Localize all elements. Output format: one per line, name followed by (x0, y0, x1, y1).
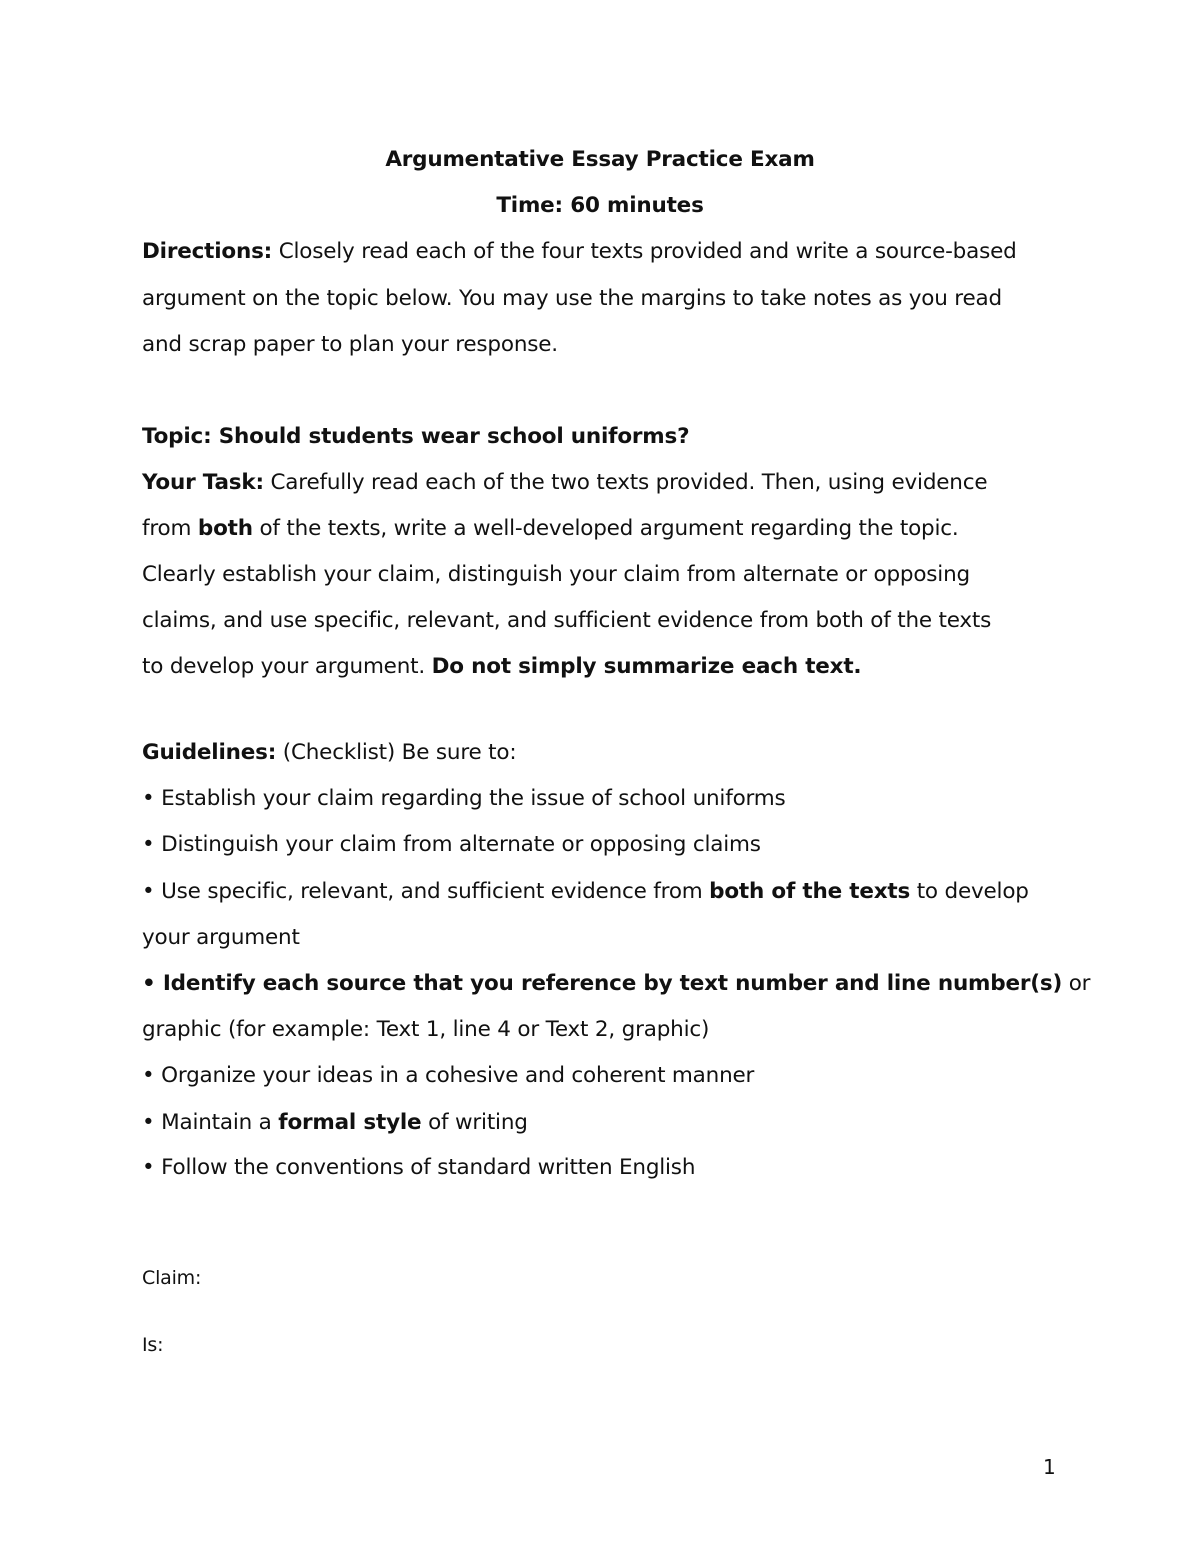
is-label: Is: (142, 1334, 164, 1356)
guideline-item-6a: • Maintain a (142, 1110, 279, 1135)
guideline-item-4-line-2: graphic (for example: Text 1, line 4 or Text 2, graphic) (142, 1017, 710, 1042)
guideline-item-6-bold: formal style (278, 1110, 422, 1135)
directions-label: Directions: (142, 239, 273, 264)
task-line-5 (142, 652, 861, 682)
time-limit: Time: 60 minutes (496, 193, 704, 218)
guideline-item-6 (142, 1108, 528, 1138)
task-line-2 (142, 514, 959, 544)
page-number: 1 (1043, 1455, 1056, 1479)
task-text-2-bold: both (197, 516, 253, 541)
guideline-item-3b: to develop (910, 879, 1029, 904)
guideline-item-3-bold: both of the texts (709, 879, 911, 904)
task-line-1 (142, 468, 987, 498)
task-text-2a: from (142, 516, 198, 541)
topic: Topic: Should students wear school uniforms? (142, 424, 690, 449)
guideline-item-3-line-2: your argument (142, 925, 300, 950)
task-label: Your Task: (142, 470, 264, 495)
task-line-3: Clearly establish your claim, distinguish your claim from alternate or opposing (142, 562, 970, 587)
guideline-item-7: • Follow the conventions of standard written English (142, 1155, 696, 1180)
guideline-item-6b: of writing (421, 1110, 528, 1135)
guideline-item-4 (142, 969, 1090, 999)
guideline-item-4-bold: • Identify each source that you reference by text number and line number(s) (142, 971, 1063, 996)
guideline-item-4-post: or (1062, 971, 1091, 996)
claim-label: Claim: (142, 1267, 202, 1289)
directions-line-3: and scrap paper to plan your response. (142, 332, 558, 357)
guideline-item-3a: • Use specific, relevant, and sufficient evidence from (142, 879, 710, 904)
guideline-item-3 (142, 877, 1029, 907)
task-line-4: claims, and use specific, relevant, and sufficient evidence from both of the texts (142, 608, 992, 633)
task-text-5-bold: Do not simply summarize each text. (431, 654, 862, 679)
guideline-item-1: • Establish your claim regarding the issue of school uniforms (142, 786, 786, 811)
task-text-5a: to develop your argument. (142, 654, 432, 679)
guidelines-heading (142, 738, 516, 768)
task-text-1: Carefully read each of the two texts provided. Then, using evidence (263, 470, 988, 495)
directions-line-2: argument on the topic below. You may use the margins to take notes as you read (142, 286, 1002, 311)
guidelines-intro: (Checklist) Be sure to: (276, 740, 517, 765)
task-text-2b: of the texts, write a well-developed argument regarding the topic. (252, 516, 959, 541)
guideline-item-2: • Distinguish your claim from alternate or opposing claims (142, 832, 761, 857)
guidelines-label: Guidelines: (142, 740, 277, 765)
document-title: Argumentative Essay Practice Exam (385, 147, 815, 172)
directions-text-1: Closely read each of the four texts provided and write a source-based (272, 239, 1017, 264)
guideline-item-5: • Organize your ideas in a cohesive and coherent manner (142, 1063, 755, 1088)
directions-line-1 (142, 237, 1017, 267)
